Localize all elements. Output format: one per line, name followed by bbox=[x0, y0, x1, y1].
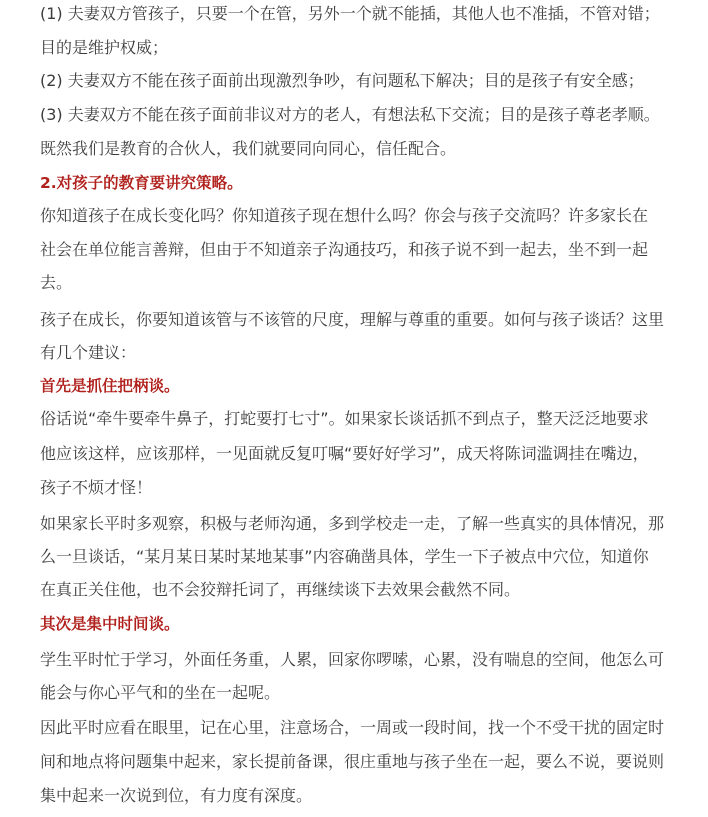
text-line: 既然我们是教育的合伙人，我们就要同向同心，信任配合。 bbox=[40, 139, 457, 158]
text-line: 孩子不烦才怪！ bbox=[40, 478, 153, 497]
text-line: 目的是维护权威； bbox=[40, 38, 169, 57]
text-line: 间和地点将问题集中起来，家长提前备课，很庄重地与孩子坐在一起，要么不说，要说则 bbox=[40, 752, 665, 771]
text-line: 学生平时忙于学习，外面任务重，人累，回家你啰嗦，心累，没有喘息的空间，他怎么可 bbox=[40, 650, 665, 669]
text-line: 集中起来一次说到位，有力度有深度。 bbox=[40, 786, 313, 805]
text-line: 能会与你心平气和的坐在一起呢。 bbox=[40, 683, 281, 702]
subsection-heading: 首先是抓住把柄谈。 bbox=[40, 377, 180, 395]
text-line: 他应该这样，应该那样，一见面就反复叮嘱“要好好学习”，成天将陈词滥调挂在嘴边， bbox=[40, 444, 649, 463]
subsection-heading: 其次是集中时间谈。 bbox=[40, 615, 180, 633]
text-line: 在真正关住他，也不会狡辩托词了，再继续谈下去效果会截然不同。 bbox=[40, 580, 521, 599]
text-line: 去。 bbox=[40, 273, 73, 292]
text-line: (1) 夫妻双方管孩子，只要一个在管，另外一个就不能插，其他人也不准插，不管对错； bbox=[40, 4, 660, 23]
section-heading: 2.对孩子的教育要讲究策略。 bbox=[40, 174, 243, 192]
text-line: 俗话说“牵牛要牵牛鼻子，打蛇要打七寸”。如果家长谈话抓不到点子，整天泛泛地要求 bbox=[40, 409, 649, 428]
text-line: 因此平时应看在眼里，记在心里，注意场合，一周或一段时间，找一个不受干扰的固定时 bbox=[40, 718, 665, 737]
text-line: 孩子在成长，你要知道该管与不该管的尺度，理解与尊重的重要。如何与孩子谈话？这里 bbox=[40, 310, 665, 329]
text-line: 有几个建议： bbox=[40, 343, 137, 362]
text-line: 社会在单位能言善辩，但由于不知道亲子沟通技巧，和孩子说不到一起去，坐不到一起 bbox=[40, 240, 649, 259]
text-line: (2) 夫妻双方不能在孩子面前出现激烈争吵，有问题私下解决；目的是孩子有安全感； bbox=[40, 71, 644, 90]
text-line: 如果家长平时多观察，积极与老师沟通，多到学校走一走，了解一些真实的具体情况，那 bbox=[40, 514, 665, 533]
text-line: 么一旦谈话，“某月某日某时某地某事”内容确凿具体，学生一下子被点中穴位，知道你 bbox=[40, 547, 649, 566]
text-line: 你知道孩子在成长变化吗？你知道孩子现在想什么吗？你会与孩子交流吗？许多家长在 bbox=[40, 206, 649, 225]
text-line: (3) 夫妻双方不能在孩子面前非议对方的老人，有想法私下交流；目的是孩子尊老孝顺。 bbox=[40, 105, 660, 124]
